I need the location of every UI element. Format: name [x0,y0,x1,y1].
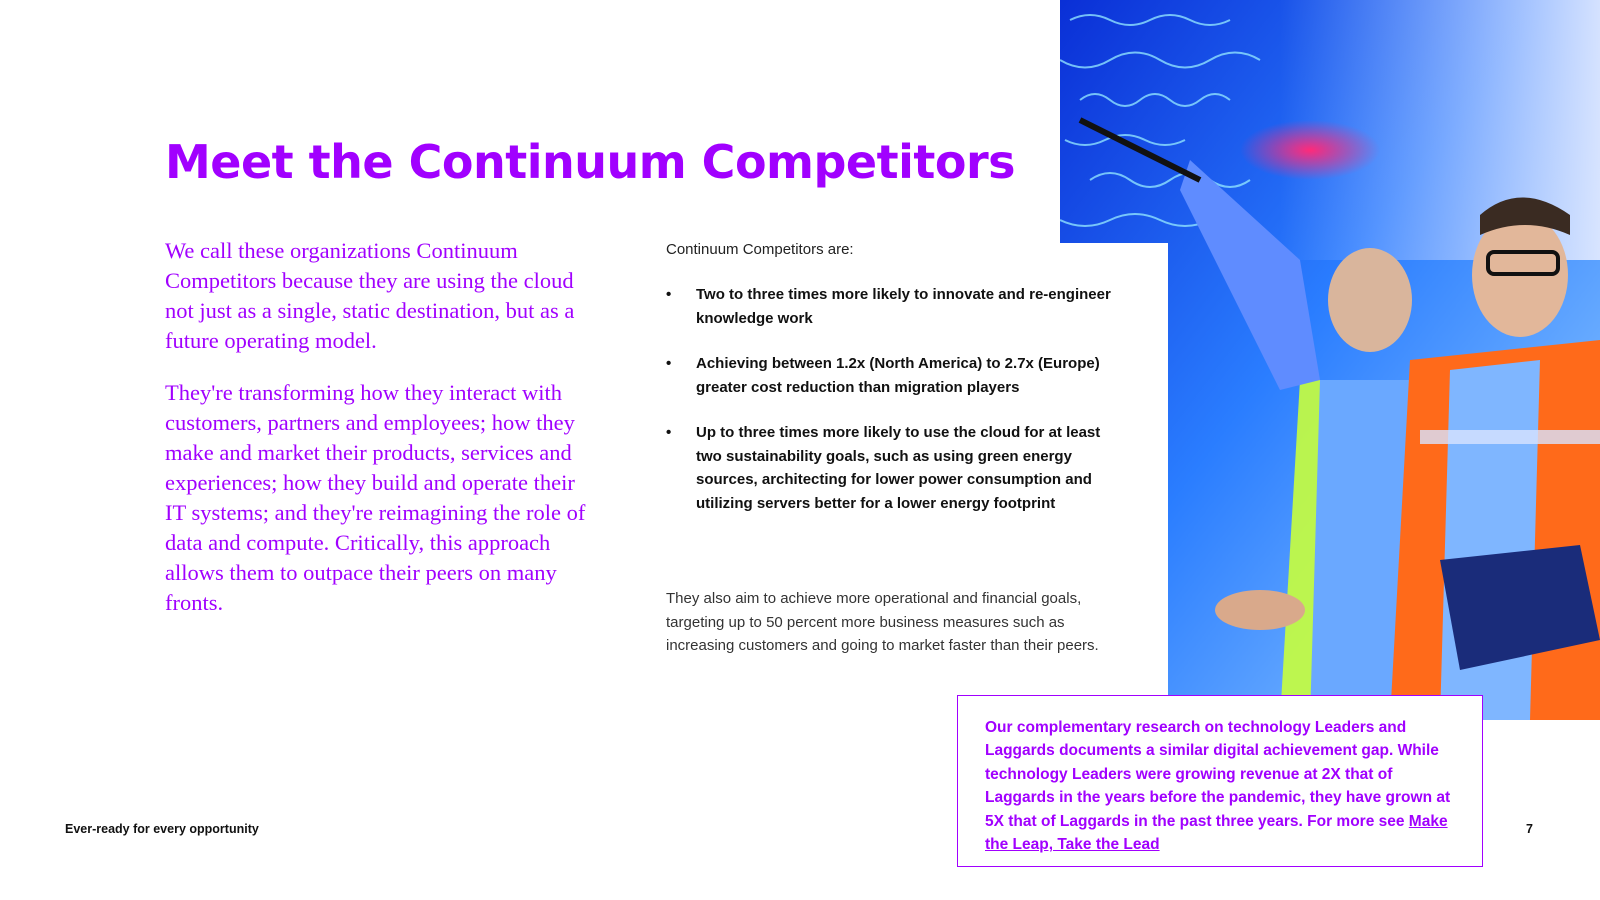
list-item [666,421,1116,515]
footer-tagline: Ever-ready for every opportunity [65,822,259,836]
intro-paragraph: They're transforming how they interact with customers, partners and employees; how they make and market their products, services and experiences; how they build and operate their IT systems; and they're reimagining the role of data and compute. Critically, this approach allows them to outpace their peers on many fronts. [165,380,586,615]
competitors-list [666,283,1116,537]
list-item-text: Up to three times more likely to use the cloud for at least two sustainability goals, such as using green energy sources, architecting for lower power consumption and utilizing servers better for a lower energy footprint [696,424,1101,512]
bullet-icon: • [666,424,672,441]
list-item-text: Two to three times more likely to innovate and re-engineer knowledge work [696,286,1111,327]
research-callout [957,695,1483,867]
page-number: 7 [1526,822,1533,836]
page-title: Meet the Continuum Competitors [165,135,1016,189]
bullet-icon: • [666,286,672,303]
competitors-closing: They also aim to achieve more operational and financial goals, targeting up to 50 percent more business measures such as increasing customers and going to market faster than their peers. [666,590,1099,654]
list-item-text: Achieving between 1.2x (North America) to 2.7x (Europe) greater cost reduction than migration players [696,355,1100,396]
list-item [666,283,1116,330]
list-item [666,352,1116,399]
bullet-icon: • [666,355,672,372]
make-the-leap-link[interactable]: Make the Leap, Take the Lead [985,812,1448,854]
intro-column [165,236,595,640]
callout-text: Our complementary research on technology Leaders and Laggards documents a similar digital achievement gap. While technology Leaders were growing revenue at 2X that of Laggards in the years before the pandemic, they have grown at 5X that of Laggards in the past three years. For more see [985,719,1451,830]
intro-paragraph: We call these organizations Continuum Competitors because they are using the cloud not just as a single, static destination, but as a future operating model. [165,238,575,353]
competitors-lead: Continuum Competitors are: [666,241,854,258]
